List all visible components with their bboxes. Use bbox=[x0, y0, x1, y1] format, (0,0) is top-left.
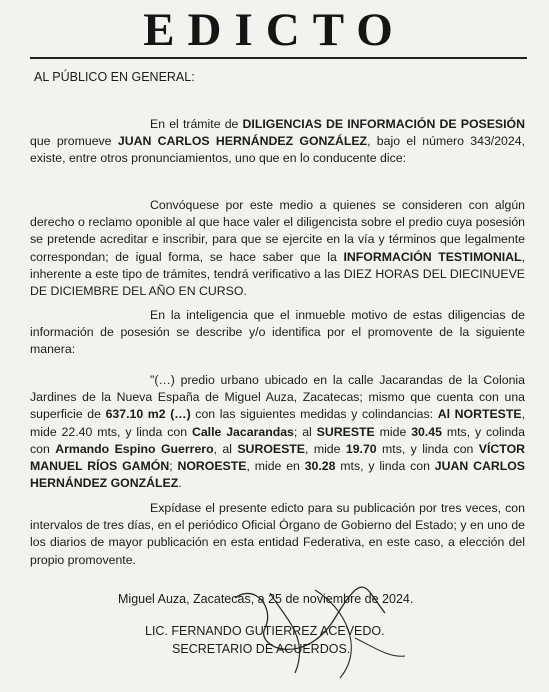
p4-street: Calle Jacarandas bbox=[191, 424, 294, 439]
p4-northwest: NOROESTE bbox=[177, 459, 247, 474]
p4-text-g: ; al bbox=[293, 424, 317, 439]
signer-name: LIC. FERNANDO GUTIERREZ ACEVEDO. bbox=[145, 624, 385, 638]
p4-text-w: mts, y linda con bbox=[335, 459, 435, 474]
p4-neighbor-southwest: VÍCTOR MANUEL RÍOS GAMÓN bbox=[30, 441, 526, 474]
p4-neighbor-northwest: JUAN CARLOS HERNÁNDEZ GONZÁLEZ bbox=[30, 459, 525, 491]
p4-text-a: "(…) predio urbano ubicado en la calle Jacarandas de la Colonia Jardines de la Nueva España de Miguel Auza, Zacatecas; mismo que cuenta con una superficie de bbox=[30, 373, 525, 422]
p4-text-e: , mide 22.40 mts, y linda con bbox=[30, 407, 525, 439]
p2-testimonial: INFORMACIÓN TESTIMONIAL bbox=[343, 249, 522, 264]
p4-southeast-length: 30.45 bbox=[411, 424, 442, 439]
p2-text-c: , inherente a este tipo de trámites, tendrá verificativo a las DIEZ HORAS DEL DIECINUEVE DE DICIEMBRE DEL AÑO EN CURSO. bbox=[30, 249, 525, 299]
p4-text-u: , mide en bbox=[246, 459, 305, 474]
p4-text-o: , mide bbox=[305, 441, 346, 456]
p4-text-i: mide bbox=[374, 424, 412, 439]
p4-text-s: ; bbox=[169, 459, 178, 474]
p4-text-m: , al bbox=[213, 441, 238, 456]
p4-text-q: mts, y linda con bbox=[376, 441, 479, 456]
p1-text-a: En el trámite de bbox=[150, 117, 243, 131]
p4-southwest-length: 19.70 bbox=[345, 441, 377, 456]
paragraph-publication-order bbox=[30, 500, 525, 569]
salutation: AL PÚBLICO EN GENERAL: bbox=[34, 70, 195, 84]
p4-northeast: Al NORTESTE bbox=[437, 407, 522, 422]
paragraph-property-description bbox=[30, 372, 525, 492]
title-underline bbox=[30, 57, 527, 59]
p4-area: 637.10 m2 (…) bbox=[105, 407, 191, 422]
p5-text: Expídase el presente edicto para su publicación por tres veces, con intervalos de tres días, en el periódico Oficial Órgano de Gobierno del Estado; y en uno de los diarios de mayor publicación en esta entidad Federativa, en este caso, a elección del propio promovente. bbox=[30, 501, 525, 567]
paragraph-property-intro bbox=[30, 307, 525, 359]
p4-text-y: . bbox=[178, 476, 182, 491]
p1-text-e: , bajo el número 343/2024, existe, entre otros pronunciamientos, uno que en lo conducente dice: bbox=[30, 134, 525, 166]
paragraph-summons bbox=[30, 197, 525, 300]
p4-southeast: SURESTE bbox=[316, 424, 375, 439]
p4-text-k: mts, y colinda con bbox=[30, 424, 525, 456]
p1-text-c: que promueve bbox=[30, 134, 118, 149]
document-title: EDICTO bbox=[143, 4, 406, 56]
p3-text: En la inteligencia que el inmueble motivo de estas diligencias de información de posesión se describe y/o identifica por el promovente de la siguiente manera: bbox=[30, 308, 525, 357]
signer-role: SECRETARIO DE ACUERDOS. bbox=[172, 642, 351, 656]
p1-proceeding-type: DILIGENCIAS DE INFORMACIÓN DE POSESIÓN bbox=[242, 117, 525, 131]
p2-text-a: Convóquese por este medio a quienes se consideren con algún derecho o reclamo oponible al que hace valer el diligencista sobre el predio cuya posesión se pretende acreditar e inscribir, para que se ejercite en la vía y términos que legalmente correspondan; de igual forma, se hace saber que la bbox=[30, 198, 525, 264]
p4-neighbor-southeast: Armando Espino Guerrero bbox=[55, 441, 214, 456]
p4-southwest: SUROESTE bbox=[237, 441, 306, 456]
paragraph-proceeding bbox=[30, 116, 525, 168]
p1-promoter-name: JUAN CARLOS HERNÁNDEZ GONZÁLEZ bbox=[117, 134, 368, 149]
p4-text-c: con las siguientes medidas y colindancias: bbox=[190, 407, 438, 422]
p4-northwest-length: 30.28 bbox=[304, 459, 336, 474]
signature-date-line: Miguel Auza, Zacatecas, a 25 de noviembre de 2024. bbox=[118, 592, 414, 606]
